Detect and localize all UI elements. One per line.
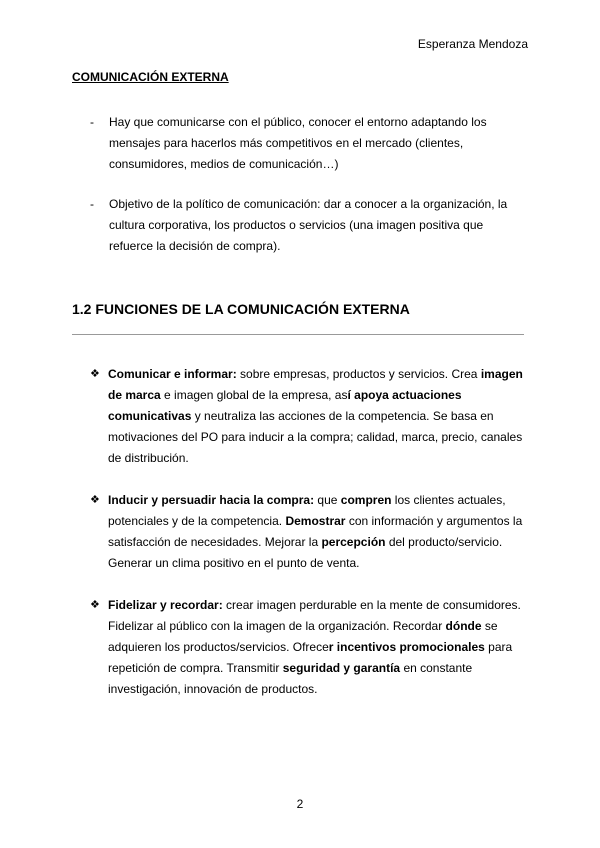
list-item-text: Objetivo de la político de comunicación: dar a conocer a la organización, la cultura corporativa, los productos o servicios (una imagen positiva que refuerce la decisión de compra). [109, 197, 508, 253]
bold-text: percepción [321, 535, 386, 549]
author-header: Esperanza Mendoza [417, 37, 528, 51]
bold-text: imagen de marca [108, 367, 523, 402]
text-run: e imagen global de la empresa, as [160, 388, 348, 402]
text-run: crear imagen perdurable en la mente de consumidores. Fidelizar al público con la imagen de la organización. Recordar [108, 598, 521, 633]
bullet-item [90, 595, 530, 700]
bold-text: seguridad y garantía [282, 661, 401, 675]
bullet-item [90, 364, 530, 469]
section-title-funciones: 1.2 FUNCIONES DE LA COMUNICACIÓN EXTERNA [72, 301, 410, 317]
text-run: que [314, 493, 341, 507]
text-run: los clientes actuales, potenciales y de la competencia. [108, 493, 506, 528]
bold-text: Comunicar e informar: [108, 367, 237, 381]
bullet-item [90, 490, 530, 574]
bold-text: Fidelizar y recordar: [108, 598, 223, 612]
bold-text: dónde [445, 619, 482, 633]
diamond-bullet-icon: ❖ [90, 494, 100, 506]
bold-text: Inducir y persuadir hacia la compra: [108, 493, 315, 507]
dash-list [72, 112, 528, 257]
bullet-text [108, 490, 530, 574]
bold-text: í apoya actuaciones comunicativas [108, 388, 462, 423]
text-run: y neutraliza las acciones de la competencia. Se basa en motivaciones del PO para inducir a la compra; calidad, marca, precio, canales de distribución. [108, 409, 523, 465]
horizontal-rule [72, 334, 524, 335]
text-run: del producto/servicio. Generar un clima positivo en el punto de venta. [108, 535, 503, 570]
bullet-text [108, 364, 530, 469]
page-number: 2 [296, 797, 304, 811]
text-run: para repetición de compra. Transmitir [108, 640, 513, 675]
section-title-comunicacion-externa: COMUNICACIÓN EXTERNA [72, 70, 229, 84]
list-item-text: Hay que comunicarse con el público, conocer el entorno adaptando los mensajes para hacerlos más competitivos en el mercado (clientes, consumidores, medios de comunicación…) [109, 115, 487, 171]
list-item [72, 112, 528, 175]
diamond-bullet-icon: ❖ [90, 368, 100, 380]
text-run: sobre empresas, productos y servicios. Crea [236, 367, 481, 381]
bold-text: r incentivos promocionales [328, 640, 485, 654]
diamond-bullet-icon: ❖ [90, 599, 100, 611]
list-item [72, 194, 528, 257]
text-run: con información y argumentos la satisfacción de necesidades. Mejorar la [108, 514, 523, 549]
text-run: se adquieren los productos/servicios. Ofrece [108, 619, 498, 654]
bold-text: compren [340, 493, 392, 507]
dash-marker: - [90, 115, 94, 129]
bullet-text [108, 595, 530, 700]
text-run: en constante investigación, innovación de productos. [108, 661, 473, 696]
bold-text: Demostrar [285, 514, 346, 528]
dash-marker: - [90, 197, 94, 211]
